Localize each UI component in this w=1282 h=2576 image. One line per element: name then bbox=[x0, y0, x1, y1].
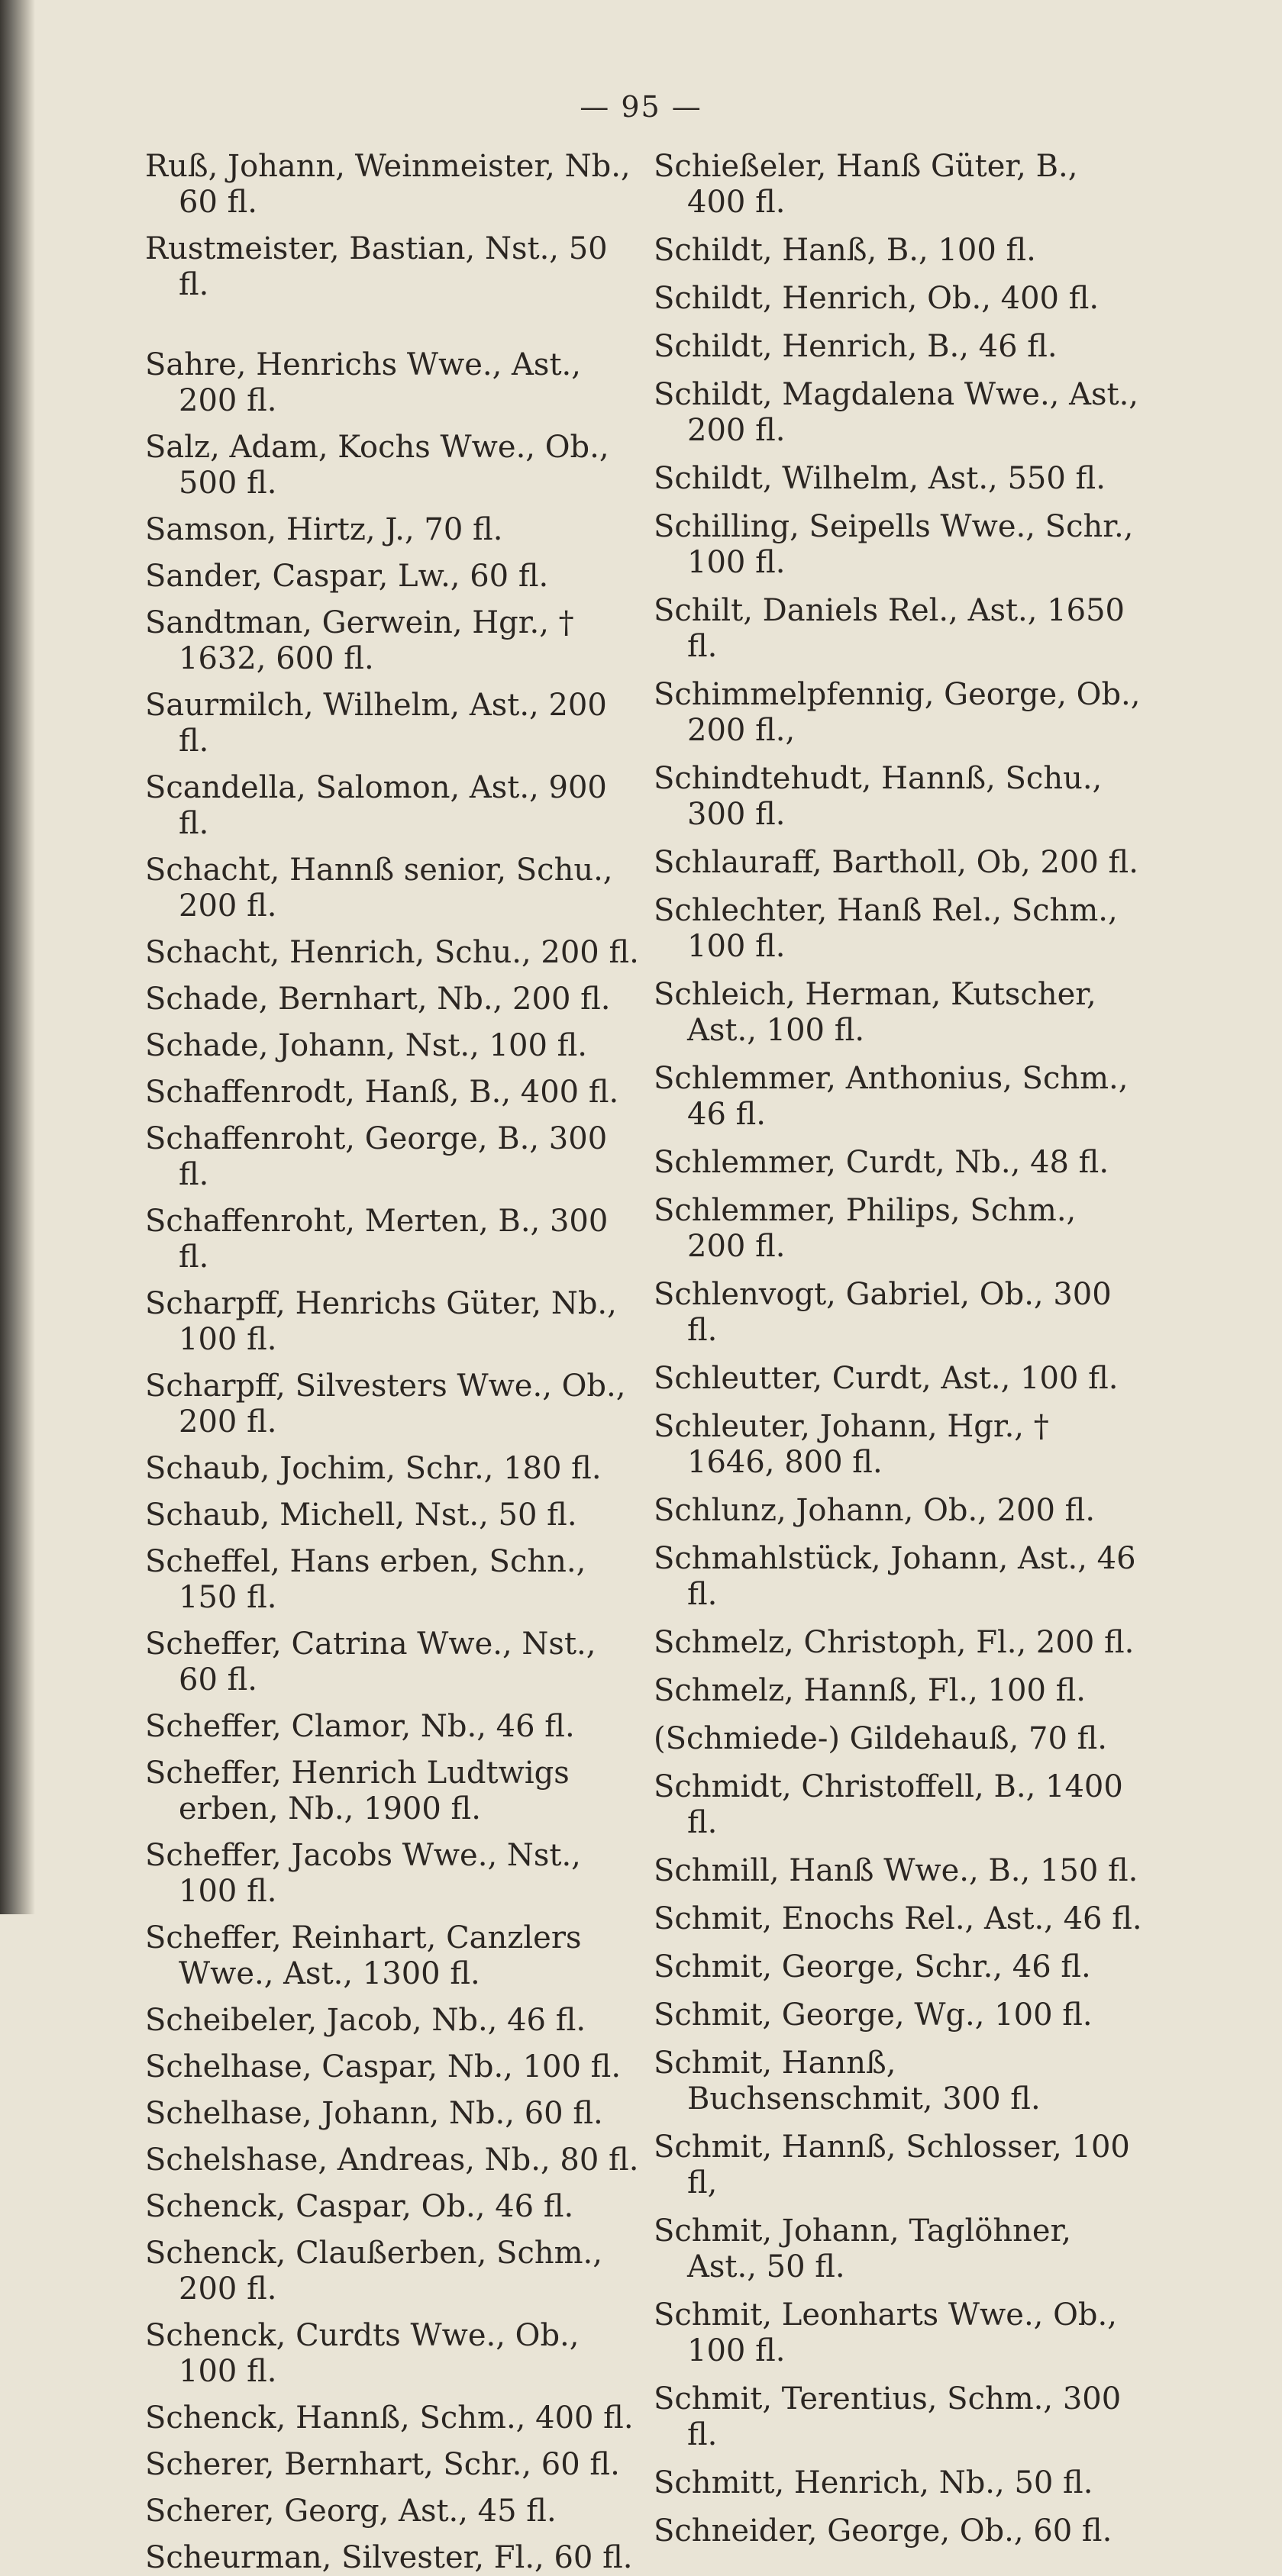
entry: Sandtman, Gerwein, Hgr., † 1632, 600 fl. bbox=[145, 605, 574, 676]
entry: Schimmelpfennig, George, Ob., 200 fl., bbox=[654, 677, 1141, 748]
entry: Scherer, Bernhart, Schr., 60 fl. bbox=[145, 2447, 620, 2482]
entry: Schacht, Hannß senior, Schu., 200 fl. bbox=[145, 853, 613, 924]
entry: Schelshase, Andreas, Nb., 80 fl. bbox=[145, 2142, 639, 2178]
entry: Schaffenroht, George, B., 300 fl. bbox=[145, 1121, 608, 1192]
entry: Sander, Caspar, Lw., 60 fl. bbox=[145, 559, 549, 594]
entry: Schaffenrodt, Hanß, B., 400 fl. bbox=[145, 1075, 619, 1110]
entry: Schmit, Leonharts Wwe., Ob., 100 fl. bbox=[654, 2297, 1117, 2368]
entry: Schaub, Jochim, Schr., 180 fl. bbox=[145, 1451, 602, 1486]
entry: Scherer, Georg, Ast., 45 fl. bbox=[145, 2494, 557, 2529]
entry: Schmahlstück, Johann, Ast., 46 fl. bbox=[654, 1541, 1136, 1612]
entry: Schenck, Claußerben, Schm., 200 fl. bbox=[145, 2236, 602, 2307]
entry: Salz, Adam, Kochs Wwe., Ob., 500 fl. bbox=[145, 430, 609, 501]
entry: Schilt, Daniels Rel., Ast., 1650 fl. bbox=[654, 593, 1125, 664]
page-gutter-shadow bbox=[0, 0, 35, 1914]
entry: Scharpff, Henrichs Güter, Nb., 100 fl. bbox=[145, 1286, 617, 1357]
entry: Scandella, Salomon, Ast., 900 fl. bbox=[145, 770, 607, 841]
entry: Schmitt, Henrich, Nb., 50 fl. bbox=[654, 2465, 1093, 2500]
entry: Schmit, Johann, Taglöhner, Ast., 50 fl. bbox=[654, 2213, 1072, 2284]
entry: Schenck, Caspar, Ob., 46 fl. bbox=[145, 2189, 574, 2224]
entry: Sahre, Henrichs Wwe., Ast., 200 fl. bbox=[145, 347, 581, 418]
left-column bbox=[145, 149, 641, 2576]
entry: Scheffer, Clamor, Nb., 46 fl. bbox=[145, 1709, 575, 1744]
entry: Scheffer, Henrich Ludtwigs erben, Nb., 1900 fl. bbox=[145, 1755, 570, 1826]
entry: Schmit, George, Schr., 46 fl. bbox=[654, 1949, 1091, 1984]
entry: Schmit, Terentius, Schm., 300 fl. bbox=[654, 2381, 1122, 2452]
entry: Schenck, Curdts Wwe., Ob., 100 fl. bbox=[145, 2318, 580, 2389]
entry: Schade, Bernhart, Nb., 200 fl. bbox=[145, 982, 611, 1017]
entry: Scheffel, Hans erben, Schn., 150 fl. bbox=[145, 1544, 586, 1615]
entry: Scheffer, Reinhart, Canzlers Wwe., Ast., 1300 fl. bbox=[145, 1920, 582, 1991]
entry: Schmelz, Hannß, Fl., 100 fl. bbox=[654, 1673, 1087, 1708]
entry: Schenck, Hannß, Schm., 400 fl. bbox=[145, 2400, 634, 2436]
entry: Schelhase, Johann, Nb., 60 fl. bbox=[145, 2096, 603, 2131]
entry: Schilling, Seipells Wwe., Schr., 100 fl. bbox=[654, 509, 1134, 580]
entry: Schaffenroht, Merten, B., 300 fl. bbox=[145, 1204, 609, 1275]
entry: Schmelz, Christoph, Fl., 200 fl. bbox=[654, 1625, 1135, 1660]
right-column bbox=[654, 149, 1142, 2549]
entry: Schlemmer, Anthonius, Schm., 46 fl. bbox=[654, 1061, 1129, 1132]
entry: Schleuter, Johann, Hgr., † 1646, 800 fl. bbox=[654, 1409, 1049, 1480]
entry: Schlenvogt, Gabriel, Ob., 300 fl. bbox=[654, 1277, 1112, 1348]
entry: Schmidt, Christoffell, B., 1400 fl. bbox=[654, 1769, 1123, 1840]
entry: Scheffer, Jacobs Wwe., Nst., 100 fl. bbox=[145, 1838, 581, 1909]
entry: Schmit, Hannß, Schlosser, 100 fl, bbox=[654, 2129, 1130, 2200]
entry: Schlechter, Hanß Rel., Schm., 100 fl. bbox=[654, 893, 1118, 964]
entry: Schlemmer, Curdt, Nb., 48 fl. bbox=[654, 1145, 1109, 1180]
entry: Samson, Hirtz, J., 70 fl. bbox=[145, 512, 503, 547]
entry: Schießeler, Hanß Güter, B., 400 fl. bbox=[654, 149, 1078, 220]
entry: Schelhase, Caspar, Nb., 100 fl. bbox=[145, 2049, 622, 2084]
entry: Schmill, Hanß Wwe., B., 150 fl. bbox=[654, 1853, 1138, 1888]
entry: Schlunz, Johann, Ob., 200 fl. bbox=[654, 1493, 1096, 1528]
entry: Schaub, Michell, Nst., 50 fl. bbox=[145, 1498, 577, 1533]
entry: Schlemmer, Philips, Schm., 200 fl. bbox=[654, 1193, 1077, 1264]
entry: Ruß, Johann, Weinmeister, Nb., 60 fl. bbox=[145, 149, 631, 220]
page-number: — 95 — bbox=[580, 90, 702, 124]
entry: Scheurman, Silvester, Fl., 60 fl. bbox=[145, 2540, 633, 2575]
entry: Schildt, Magdalena Wwe., Ast., 200 fl. bbox=[654, 377, 1138, 448]
entry: Schildt, Henrich, Ob., 400 fl. bbox=[654, 281, 1100, 316]
entry: Schade, Johann, Nst., 100 fl. bbox=[145, 1028, 588, 1063]
entry: Scheffer, Catrina Wwe., Nst., 60 fl. bbox=[145, 1627, 596, 1697]
entry: Saurmilch, Wilhelm, Ast., 200 fl. bbox=[145, 688, 607, 759]
entry: Schleutter, Curdt, Ast., 100 fl. bbox=[654, 1361, 1119, 1396]
section-gap bbox=[145, 314, 641, 337]
entry: Rustmeister, Bastian, Nst., 50 fl. bbox=[145, 231, 608, 302]
entry: Schmit, Enochs Rel., Ast., 46 fl. bbox=[654, 1901, 1142, 1936]
entry: Schildt, Henrich, B., 46 fl. bbox=[654, 329, 1058, 364]
entry: Schlauraff, Bartholl, Ob, 200 fl. bbox=[654, 845, 1138, 880]
entry: Schindtehudt, Hannß, Schu., 300 fl. bbox=[654, 761, 1103, 832]
entry: Schacht, Henrich, Schu., 200 fl. bbox=[145, 935, 639, 970]
entry: Scharpff, Silvesters Wwe., Ob., 200 fl. bbox=[145, 1369, 626, 1440]
entry: Schmit, George, Wg., 100 fl. bbox=[654, 1997, 1093, 2033]
entry: Schildt, Wilhelm, Ast., 550 fl. bbox=[654, 461, 1106, 496]
entry: Schildt, Hanß, B., 100 fl. bbox=[654, 233, 1036, 268]
entry: Scheibeler, Jacob, Nb., 46 fl. bbox=[145, 2003, 586, 2038]
entry: Schleich, Herman, Kutscher, Ast., 100 fl. bbox=[654, 977, 1096, 1048]
entry: Schneider, George, Ob., 60 fl. bbox=[654, 2513, 1112, 2549]
entry: Schmit, Hannß, Buchsenschmit, 300 fl. bbox=[654, 2046, 1041, 2117]
entry: (Schmiede-) Gildehauß, 70 fl. bbox=[654, 1721, 1108, 1756]
